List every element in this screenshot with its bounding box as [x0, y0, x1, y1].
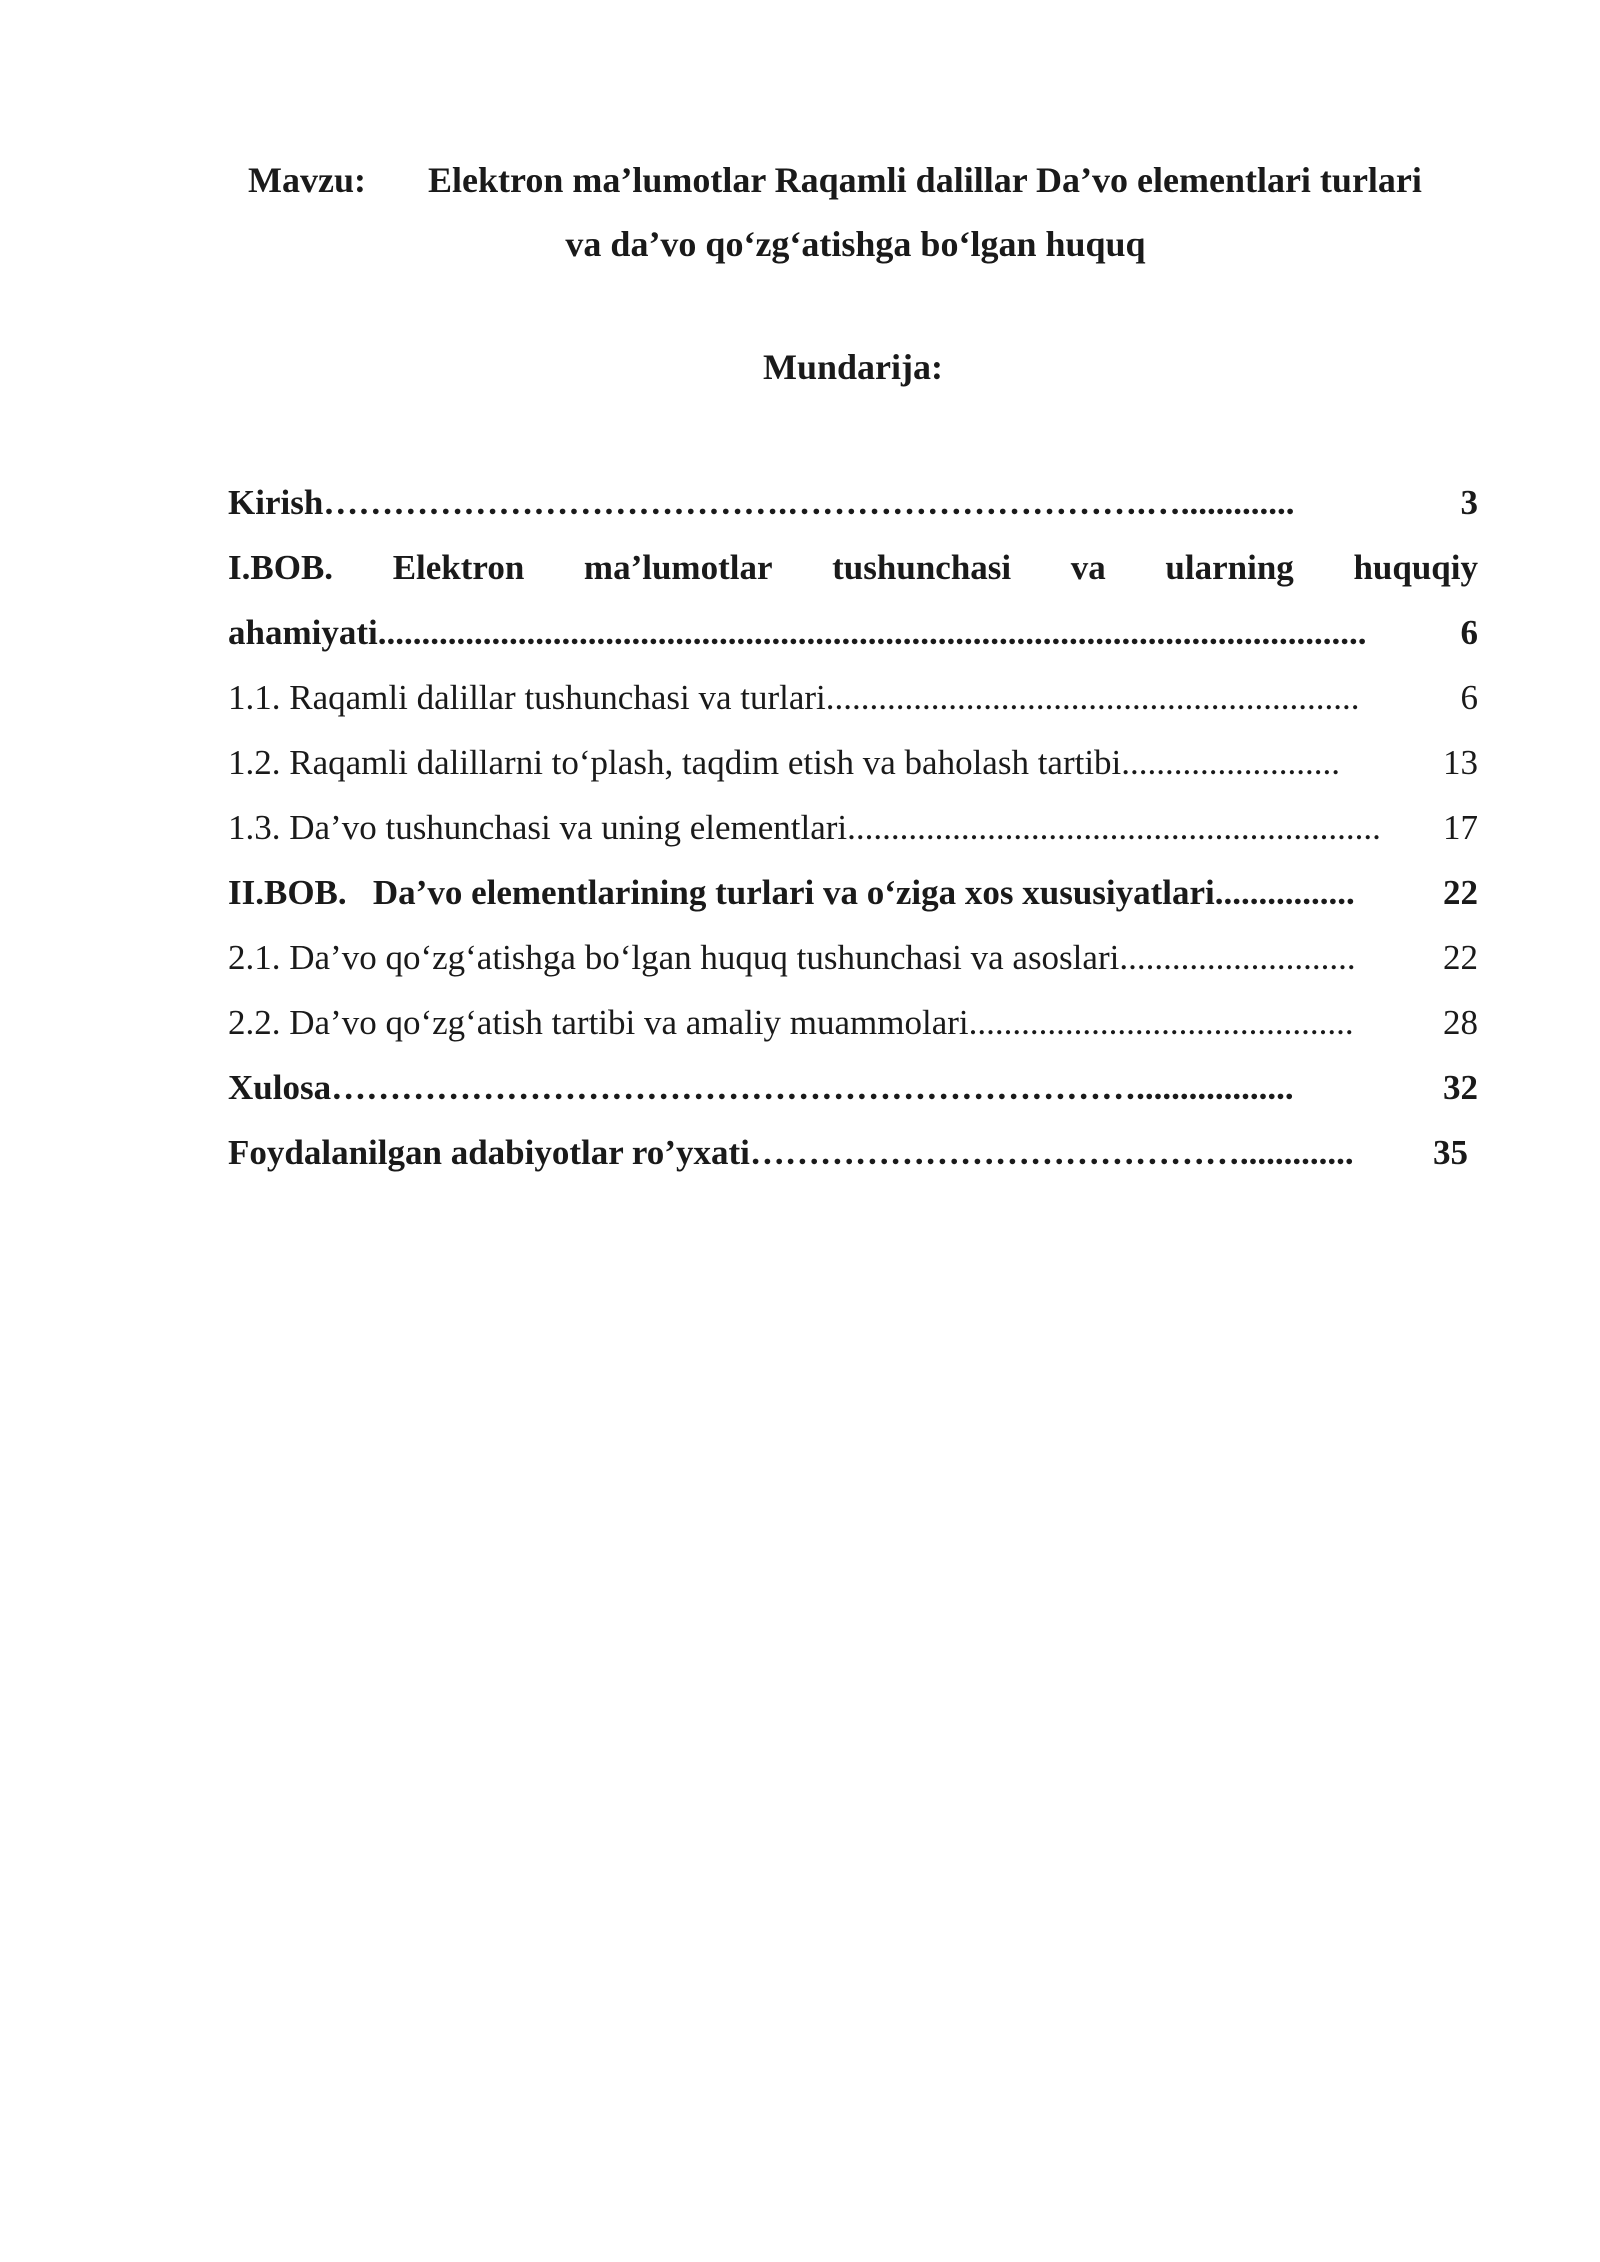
toc-entry-chapter-1-line-2 [228, 600, 1478, 665]
toc-page-number: 28 [1443, 1003, 1478, 1042]
toc-entry-1-2 [228, 730, 1478, 795]
toc-entry-title-word: va [1070, 548, 1106, 587]
toc-dot-leader: …………………………………………………………….................. [331, 1068, 1294, 1107]
toc-entry-title: 2.1. Da’vo qo‘zg‘atishga bo‘lgan huquq tushunchasi va asoslari [228, 938, 1120, 977]
topic-title-line-2: va da’vo qo‘zg‘atishga bo‘lgan huquq [565, 224, 1146, 264]
toc-entry-chapter-2 [228, 860, 1478, 925]
toc-page-number: 3 [1460, 483, 1478, 522]
toc-entry-xulosa [228, 1055, 1478, 1120]
toc-dot-leader: ......................... [1121, 743, 1341, 782]
toc-dot-leader: ................ [1214, 873, 1355, 912]
toc-entry-title-word: ma’lumotlar [583, 548, 773, 587]
topic-label: Mavzu: [248, 160, 366, 200]
toc-dot-leader: ............................................ [968, 1003, 1354, 1042]
toc-entry-kirish [228, 470, 1478, 535]
toc-entry-title: 2.2. Da’vo qo‘zg‘atish tartibi va amaliy muammolari [228, 1003, 969, 1042]
toc-page-number: 22 [1443, 873, 1478, 912]
toc-entry-2-1 [228, 925, 1478, 990]
toc-page-number: 6 [1460, 678, 1478, 717]
toc-entry-title: 1.1. Raqamli dalillar tushunchasi va turlari [228, 678, 826, 717]
toc-dot-leader: ........................... [1119, 938, 1356, 977]
toc-dot-leader: ................................................................................................................. [377, 613, 1367, 652]
toc-entry-title-word: I.BOB. [228, 548, 334, 587]
contents-heading: Mundarija: [763, 347, 943, 387]
toc-entry-1-1 [228, 665, 1478, 730]
toc-entry-references [228, 1120, 1468, 1185]
toc-entry-title: 1.3. Da’vo tushunchasi va uning elementlari [228, 808, 848, 847]
toc-entry-title-word: ularning [1165, 548, 1294, 587]
toc-page-number: 22 [1443, 938, 1478, 977]
toc-entry-title: Kirish [228, 483, 324, 522]
toc-entry-title: Xulosa [228, 1068, 332, 1107]
toc-entry-title: Foydalanilgan adabiyotlar ro’yxati [228, 1133, 750, 1172]
toc-page-number: 6 [1460, 613, 1478, 652]
toc-entry-title-word: huquqiy [1353, 548, 1478, 587]
toc-dot-leader: ............................................................. [847, 808, 1381, 847]
toc-page-number: 35 [1433, 1133, 1468, 1172]
toc-dot-leader: ………………………………….………………………….…............. [323, 483, 1295, 522]
toc-page-number: 13 [1443, 743, 1478, 782]
toc-page-number: 17 [1443, 808, 1478, 847]
toc-entry-2-2 [228, 990, 1478, 1055]
toc-dot-leader: ............................................................. [825, 678, 1360, 717]
toc-entry-title: 1.2. Raqamli dalillarni to‘plash, taqdim etish va baholash tartibi [228, 743, 1122, 782]
toc-entry-chapter-1-line-1 [228, 535, 1478, 600]
toc-entry-title-word: tushunchasi [832, 548, 1012, 587]
toc-entry-title: ahamiyati [228, 613, 378, 652]
table-of-contents [228, 470, 1478, 1185]
toc-page-number: 32 [1443, 1068, 1478, 1107]
toc-entry-title-word: Elektron [392, 548, 525, 587]
toc-entry-1-3 [228, 795, 1478, 860]
toc-dot-leader: ……………………………………............. [749, 1133, 1354, 1172]
toc-entry-title: II.BOB. Da’vo elementlarining turlari va o‘ziga xos xususiyatlari [228, 873, 1215, 912]
topic-title-line-1: Elektron ma’lumotlar Raqamli dalillar Da’vo elementlari turlari [428, 160, 1422, 200]
